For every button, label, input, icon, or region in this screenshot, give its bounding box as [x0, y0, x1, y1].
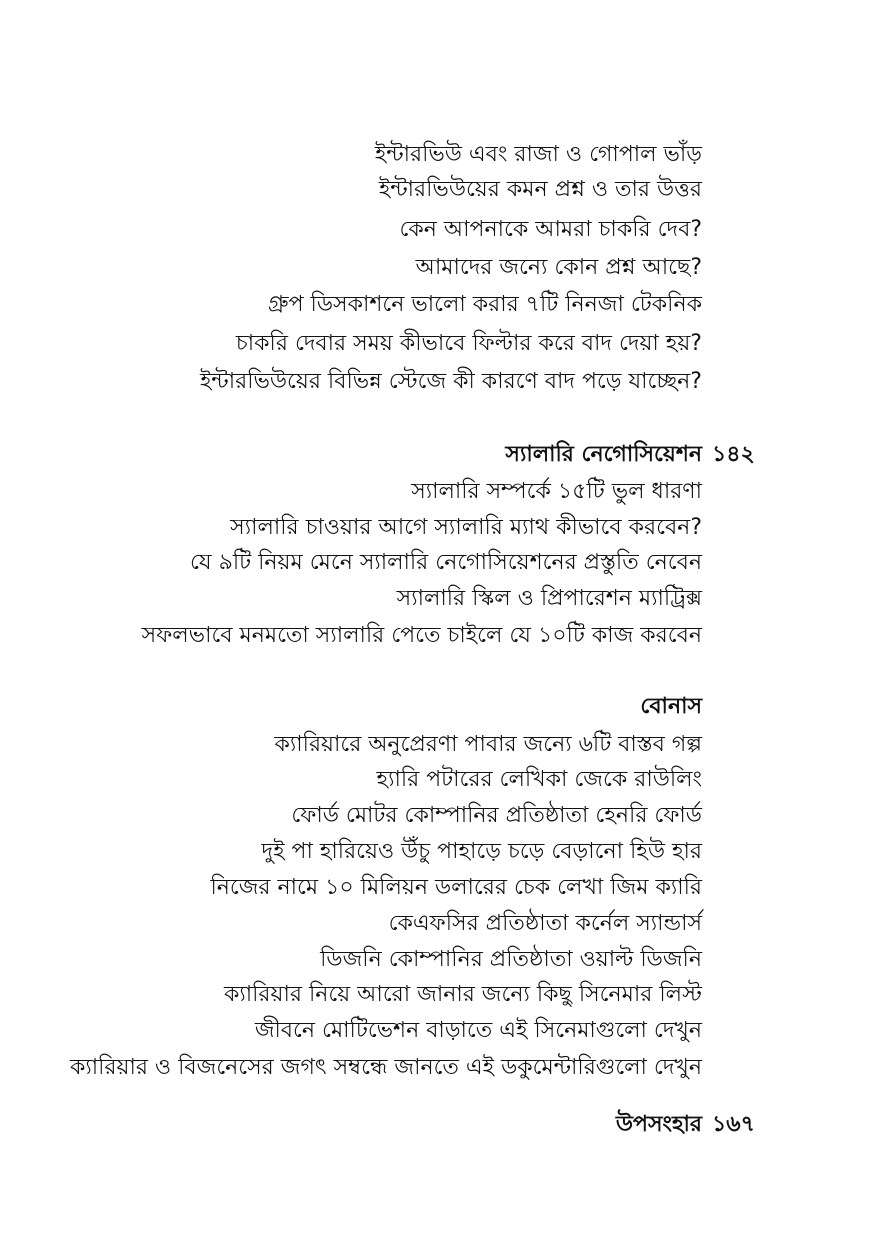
toc-topic: কেন আপনাকে আমরা চাকরি দেব?: [399, 217, 702, 242]
toc-topic: ডিজনি কোম্পানির প্রতিষ্ঠাতা ওয়াল্ট ডিজনি: [320, 947, 702, 972]
toc-topic: ফোর্ড মোটর কোম্পানির প্রতিষ্ঠাতা হেনরি ফোর্ড: [291, 803, 702, 828]
toc-topic: হ্যারি পটারের লেখিকা জেকে রাউলিং: [376, 767, 702, 792]
toc-topic: ইন্টারভিউ এবং রাজা ও গোপাল ভাঁড়: [374, 142, 702, 167]
toc-topic: ইন্টারভিউয়ের কমন প্রশ্ন ও তার উত্তর: [378, 177, 702, 202]
toc-topic: গ্রুপ ডিসকাশনে ভালো করার ৭টি নিনজা টেকনিক: [267, 292, 702, 317]
toc-topic: ক্যারিয়ার ও বিজনেসের জগৎ সম্বন্ধে জানতে এই ডকুমেন্টারিগুলো দেখুন: [69, 1055, 702, 1080]
toc-topic: চাকরি দেবার সময় কীভাবে ফিল্টার করে বাদ দেয়া হয়?: [235, 331, 702, 356]
section-page-number-salary: ১৪২: [712, 442, 755, 467]
toc-topic: স্যালারি স্কিল ও প্রিপারেশন ম্যাট্রিক্স: [396, 586, 702, 611]
toc-topic: ইন্টারভিউয়ের বিভিন্ন স্টেজে কী কারণে বাদ পড়ে যাচ্ছেন?: [199, 369, 702, 394]
toc-topic: সফলভাবে মনমতো স্যালারি পেতে চাইলে যে ১০টি কাজ করবেন: [141, 623, 702, 648]
section-page-number-epilogue: ১৬৭: [712, 1112, 755, 1137]
toc-topic: স্যালারি সম্পর্কে ১৫টি ভুল ধারণা: [411, 479, 702, 504]
toc-topic: দুই পা হারিয়েও উঁচু পাহাড়ে চড়ে বেড়ানো হিউ হার: [261, 839, 702, 864]
toc-topic: কেএফসির প্রতিষ্ঠাতা কর্নেল স্যান্ডার্স: [388, 911, 702, 936]
toc-topic: ক্যারিয়ার নিয়ে আরো জানার জন্যে কিছু সিনেমার লিস্ট: [223, 982, 702, 1007]
toc-topic: আমাদের জন্যে কোন প্রশ্ন আছে?: [415, 255, 702, 280]
toc-topic: যে ৯টি নিয়ম মেনে স্যালারি নেগোসিয়েশনের প্রস্তুতি নেবেন: [189, 550, 702, 575]
toc-topic: জীবনে মোটিভেশন বাড়াতে এই সিনেমাগুলো দেখুন: [254, 1018, 702, 1043]
toc-topic: ক্যারিয়ারে অনুপ্রেরণা পাবার জন্যে ৬টি বাস্তব গল্প: [274, 732, 702, 757]
section-heading-epilogue: উপসংহার: [615, 1112, 702, 1137]
toc-topic: স্যালারি চাওয়ার আগে স্যালারি ম্যাথ কীভাবে করবেন?: [230, 515, 702, 540]
toc-topic: নিজের নামে ১০ মিলিয়ন ডলারের চেক লেখা জিম ক্যারি: [210, 875, 702, 900]
section-heading-salary: স্যালারি নেগোসিয়েশন: [505, 442, 702, 467]
section-heading-bonus: বোনাস: [640, 694, 702, 719]
